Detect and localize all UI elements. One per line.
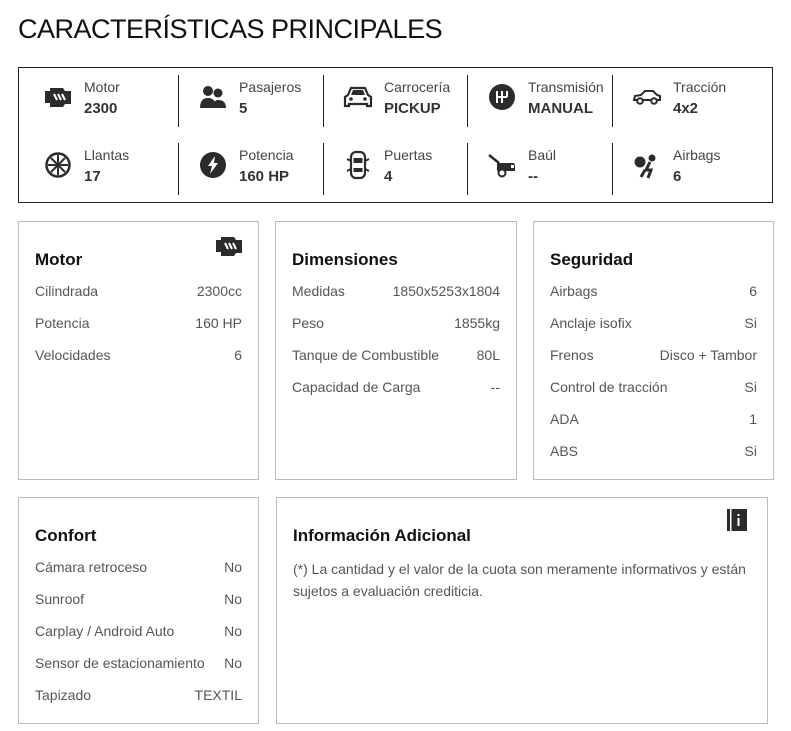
row-key: Potencia: [35, 315, 90, 331]
spec-value: 160 HP: [239, 168, 290, 185]
spec-label: Transmisión: [528, 79, 604, 95]
card-dimensiones: [275, 221, 517, 480]
row-key: Cilindrada: [35, 283, 99, 299]
row-key: ADA: [550, 411, 579, 427]
spec-value: PICKUP: [384, 100, 441, 117]
row-key: Velocidades: [35, 347, 111, 363]
spec-row: [292, 315, 500, 335]
card-title: Seguridad: [550, 250, 634, 269]
spec-traccion: [612, 68, 752, 120]
engine-icon: [43, 84, 73, 110]
spec-label: Carrocería: [384, 79, 451, 95]
spec-row: [292, 347, 500, 367]
row-key: Medidas: [292, 283, 345, 299]
row-key: ABS: [550, 443, 579, 459]
spec-row: [550, 379, 757, 399]
page-title: CARACTERÍSTICAS PRINCIPALES: [18, 14, 443, 44]
row-key: Anclaje isofix: [550, 315, 632, 331]
row-value: 80L: [476, 347, 500, 363]
row-value: Si: [744, 315, 757, 331]
spec-label: Pasajeros: [239, 79, 302, 95]
row-value: No: [224, 591, 242, 607]
spec-label: Airbags: [673, 147, 721, 163]
spec-motor: [23, 68, 163, 120]
row-key: Sensor de estacionamiento: [35, 655, 205, 671]
spec-value: 6: [673, 168, 682, 185]
row-key: Airbags: [550, 283, 598, 299]
spec-carroceria: [323, 68, 463, 120]
wheel-icon: [43, 152, 73, 178]
spec-label: Motor: [84, 79, 120, 95]
row-key: Frenos: [550, 347, 594, 363]
row-value: 6: [234, 347, 242, 363]
spec-llantas: [23, 136, 163, 188]
card-title: Dimensiones: [292, 250, 398, 269]
spec-row: [35, 591, 242, 611]
row-key: Carplay / Android Auto: [35, 623, 175, 639]
row-value: 1850x5253x1804: [392, 283, 500, 299]
spec-row: [550, 443, 757, 463]
spec-value: --: [528, 168, 538, 185]
card-seguridad: [533, 221, 774, 480]
passengers-icon: [198, 84, 228, 110]
card-title: Confort: [35, 526, 97, 545]
spec-row: [35, 687, 242, 707]
row-value: 1: [749, 411, 757, 427]
row-value: TEXTIL: [194, 687, 242, 703]
spec-row: [550, 411, 757, 431]
card-title: Motor: [35, 250, 83, 269]
spec-row: [550, 347, 757, 367]
spec-row: [35, 623, 242, 643]
spec-potencia: [178, 136, 318, 188]
row-value: 160 HP: [195, 315, 242, 331]
bolt-icon: [198, 152, 228, 178]
spec-label: Llantas: [84, 147, 130, 163]
spec-label: Baúl: [528, 147, 557, 163]
row-value: No: [224, 655, 242, 671]
spec-row: [35, 315, 242, 335]
car-front-icon: [343, 84, 373, 110]
spec-label: Tracción: [673, 79, 727, 95]
row-key: Peso: [292, 315, 324, 331]
card-title: Información Adicional: [293, 526, 471, 545]
spec-row: [292, 283, 500, 303]
card-confort: [18, 497, 259, 724]
spec-row: [35, 559, 242, 579]
row-key: Sunroof: [35, 591, 85, 607]
spec-pasajeros: [178, 68, 318, 120]
spec-value: 17: [84, 168, 101, 185]
car-doors-icon: [343, 152, 373, 178]
info-book-icon: [726, 508, 748, 532]
spec-label: Potencia: [239, 147, 294, 163]
row-key: Capacidad de Carga: [292, 379, 421, 395]
row-value: 6: [749, 283, 757, 299]
row-key: Control de tracción: [550, 379, 668, 395]
spec-value: 4: [384, 168, 393, 185]
row-value: No: [224, 623, 242, 639]
row-value: --: [490, 379, 500, 395]
key-specs-summary: [18, 67, 773, 203]
spec-puertas: [323, 136, 463, 188]
row-key: Tapizado: [35, 687, 92, 703]
spec-row: [35, 347, 242, 367]
trunk-icon: [487, 152, 517, 178]
spec-row: [292, 379, 500, 399]
spec-value: MANUAL: [528, 100, 593, 117]
engine-icon: [214, 234, 244, 258]
spec-value: 4x2: [673, 100, 699, 117]
spec-row: [35, 283, 242, 303]
row-value: No: [224, 559, 242, 575]
spec-label: Puertas: [384, 147, 433, 163]
card-motor: [18, 221, 259, 480]
info-note: (*) La cantidad y el valor de la cuota son meramente informativos y están sujetos a evaluación crediticia.: [293, 561, 746, 599]
row-value: Si: [744, 443, 757, 459]
row-value: Disco + Tambor: [659, 347, 757, 363]
spec-baul: [467, 136, 607, 188]
spec-row: [550, 283, 757, 303]
card-informacion-adicional: [276, 497, 768, 724]
row-key: Tanque de Combustible: [292, 347, 440, 363]
spec-airbags: [612, 136, 752, 188]
spec-row: [550, 315, 757, 335]
spec-value: 5: [239, 100, 248, 117]
row-value: 1855kg: [454, 315, 500, 331]
row-value: Si: [744, 379, 757, 395]
airbag-icon: [632, 152, 662, 178]
row-key: Cámara retroceso: [35, 559, 148, 575]
spec-row: [35, 655, 242, 675]
gearbox-icon: [487, 84, 517, 110]
car-side-icon: [632, 84, 662, 110]
row-value: 2300cc: [196, 283, 242, 299]
spec-transmision: [467, 68, 607, 120]
spec-value: 2300: [84, 100, 118, 117]
